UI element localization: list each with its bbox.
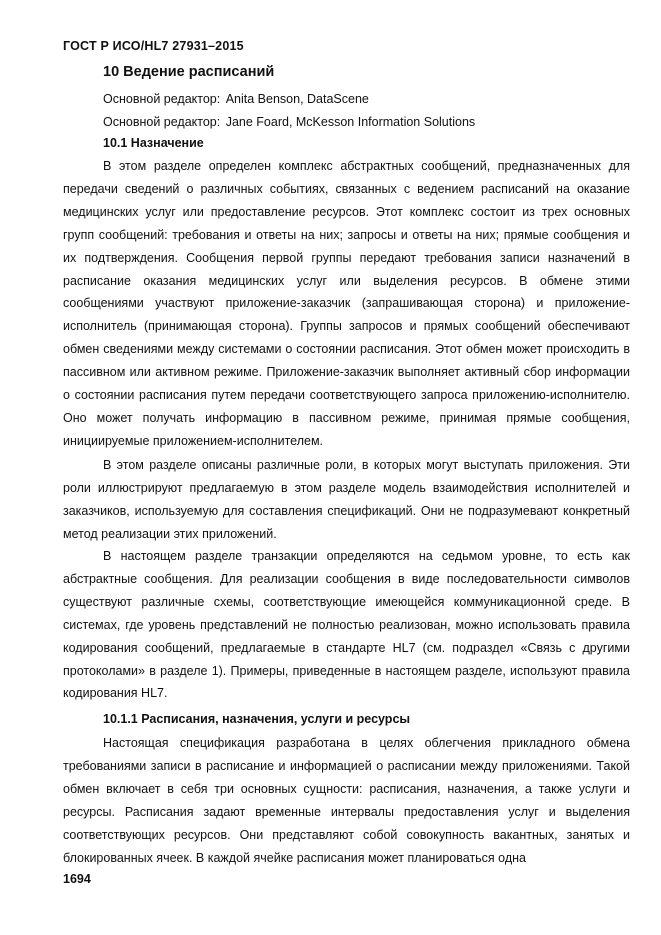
body-paragraph: В настоящем разделе транзакции определяются на седьмом уровне, то есть как абстрактные сообщения. Для реализации сообщения в виде последовательности символов существуют различные схемы, соответствующие имеющейся коммуникационной среде. В системах, где уровень представлений не полностью реализован, можно использовать правила кодирования сообщений, предлагаемые в стандарте HL7 (см. подраздел «Связь с другими протоколами» в разделе 1). Примеры, приведенные в настоящем разделе, используют правила кодирования HL7. [63, 549, 630, 701]
editor-name: Jane Foard, McKesson Information Solutions [225, 115, 476, 129]
page-number: 1694 [63, 872, 91, 886]
editor-line [103, 92, 369, 106]
body-paragraph: Настоящая спецификация разработана в целях облегчения прикладного обмена требованиями записи в расписание и информацией о расписании между приложениями. Такой обмен включает в себя три основных сущности: расписания, назначения, а также услуги и ресурсы. Расписания задают временные интервалы предоставления услуг и выделения соответствующих ресурсов. Они представляют собой совокупность вакантных, занятых и блокированных ячеек. В каждой ячейке расписания может планироваться одна [63, 736, 630, 865]
subsection-heading: 10.1 Назначение [103, 136, 204, 150]
body-paragraph: В этом разделе определен комплекс абстрактных сообщений, предназначенных для передачи сведений о различных событиях, связанных с ведением расписаний на оказание медицинских услуг или предоставление ресурсов. Этот комплекс состоит из трех основных групп сообщений: требования и ответы на них; запросы и ответы на них; прямые сообщения и их подтверждения. Сообщения первой группы передают требования записи назначений в расписание оказания медицинских услуг или выделения ресурсов. В обмене этими сообщениями участвуют приложение-заказчик (запрашивающая сторона) и приложение-исполнитель (принимающая сторона). Группы запросов и прямых сообщений обеспечивают обмен сведениями между системами о состоянии расписания. Этот обмен может происходить в пассивном или активном режиме. Приложение-заказчик выполняет активный сбор информации о состоянии расписания путем передачи соответствующего запроса приложению-исполнителю. Оно может получать информацию в пассивном режиме, принимая прямые сообщения, инициируемые приложением-исполнителем. [63, 159, 630, 448]
editor-label: Основной редактор: [103, 92, 221, 106]
editor-line [103, 115, 475, 129]
body-paragraph: В этом разделе описаны различные роли, в которых могут выступать приложения. Эти роли иллюстрируют предлагаемую в этом разделе модель взаимодействия исполнителей и заказчиков, используемую для составления спецификаций. Они не подразумевают конкретный метод реализации этих приложений. [63, 458, 630, 541]
editor-label: Основной редактор: [103, 115, 221, 129]
document-header: ГОСТ Р ИСО/HL7 27931–2015 [63, 39, 244, 53]
section-title: 10 Ведение расписаний [103, 64, 275, 80]
editor-name: Anita Benson, DataScene [225, 92, 369, 106]
subsection-heading: 10.1.1 Расписания, назначения, услуги и ресурсы [103, 712, 411, 726]
